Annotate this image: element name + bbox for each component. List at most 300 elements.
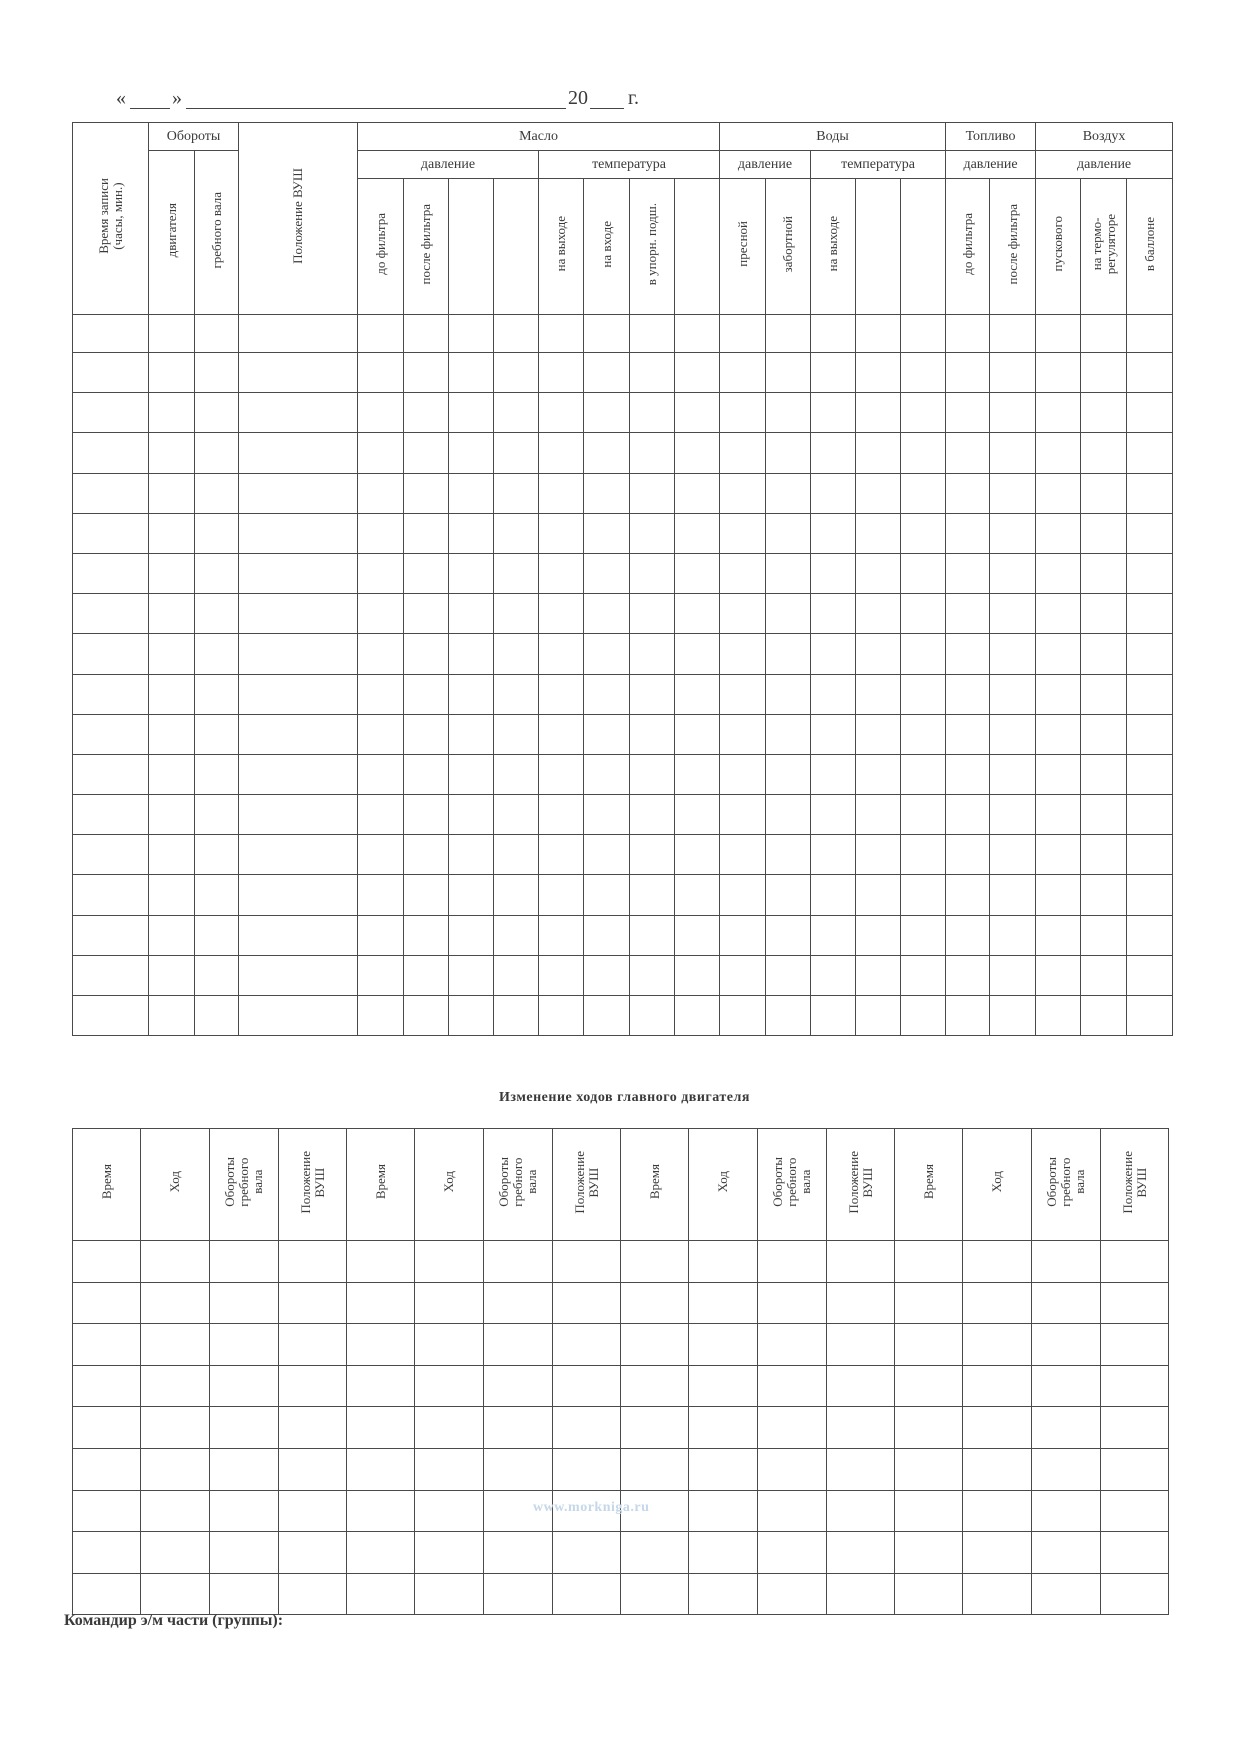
changes-cell[interactable] <box>827 1573 895 1615</box>
log-cell[interactable] <box>584 553 630 593</box>
log-cell[interactable] <box>720 915 766 955</box>
log-cell[interactable] <box>195 875 239 915</box>
log-cell[interactable] <box>239 393 358 433</box>
log-cell[interactable] <box>449 433 494 473</box>
log-cell[interactable] <box>720 315 766 353</box>
log-cell[interactable] <box>675 875 720 915</box>
changes-cell[interactable] <box>279 1532 347 1574</box>
log-cell[interactable] <box>1127 955 1173 995</box>
log-cell[interactable] <box>901 835 946 875</box>
log-cell[interactable] <box>404 433 449 473</box>
changes-cell[interactable] <box>141 1573 210 1615</box>
log-cell[interactable] <box>584 594 630 634</box>
log-cell[interactable] <box>584 754 630 794</box>
changes-cell[interactable] <box>347 1407 415 1449</box>
log-cell[interactable] <box>856 315 901 353</box>
log-cell[interactable] <box>404 714 449 754</box>
log-cell[interactable] <box>239 875 358 915</box>
log-cell[interactable] <box>358 634 404 674</box>
changes-cell[interactable] <box>758 1365 827 1407</box>
log-cell[interactable] <box>239 754 358 794</box>
log-cell[interactable] <box>239 714 358 754</box>
changes-cell[interactable] <box>484 1324 553 1366</box>
log-cell[interactable] <box>811 795 856 835</box>
log-cell[interactable] <box>901 955 946 995</box>
log-cell[interactable] <box>811 315 856 353</box>
log-cell[interactable] <box>73 875 149 915</box>
log-cell[interactable] <box>811 955 856 995</box>
log-cell[interactable] <box>766 393 811 433</box>
log-cell[interactable] <box>239 594 358 634</box>
changes-cell[interactable] <box>1032 1573 1101 1615</box>
changes-cell[interactable] <box>1101 1282 1169 1324</box>
log-cell[interactable] <box>195 433 239 473</box>
log-cell[interactable] <box>494 875 539 915</box>
changes-cell[interactable] <box>895 1490 963 1532</box>
log-cell[interactable] <box>630 674 675 714</box>
changes-cell[interactable] <box>553 1407 621 1449</box>
log-cell[interactable] <box>239 915 358 955</box>
changes-cell[interactable] <box>347 1324 415 1366</box>
changes-cell[interactable] <box>689 1241 758 1283</box>
log-cell[interactable] <box>404 996 449 1036</box>
changes-cell[interactable] <box>73 1241 141 1283</box>
log-cell[interactable] <box>1081 353 1127 393</box>
changes-cell[interactable] <box>415 1490 484 1532</box>
log-cell[interactable] <box>149 955 195 995</box>
log-cell[interactable] <box>990 875 1036 915</box>
day-blank[interactable] <box>130 108 170 109</box>
log-cell[interactable] <box>73 473 149 513</box>
log-cell[interactable] <box>73 795 149 835</box>
log-cell[interactable] <box>720 513 766 553</box>
changes-cell[interactable] <box>141 1282 210 1324</box>
log-cell[interactable] <box>449 795 494 835</box>
log-cell[interactable] <box>720 875 766 915</box>
log-cell[interactable] <box>449 915 494 955</box>
log-cell[interactable] <box>449 634 494 674</box>
log-cell[interactable] <box>675 754 720 794</box>
log-cell[interactable] <box>720 955 766 995</box>
changes-cell[interactable] <box>758 1324 827 1366</box>
log-cell[interactable] <box>990 353 1036 393</box>
changes-cell[interactable] <box>73 1282 141 1324</box>
log-cell[interactable] <box>494 714 539 754</box>
log-cell[interactable] <box>449 875 494 915</box>
log-cell[interactable] <box>73 433 149 473</box>
log-cell[interactable] <box>1036 433 1081 473</box>
log-cell[interactable] <box>675 353 720 393</box>
log-cell[interactable] <box>449 553 494 593</box>
changes-cell[interactable] <box>141 1365 210 1407</box>
changes-cell[interactable] <box>415 1365 484 1407</box>
changes-cell[interactable] <box>1101 1573 1169 1615</box>
log-cell[interactable] <box>630 473 675 513</box>
changes-cell[interactable] <box>1032 1532 1101 1574</box>
changes-cell[interactable] <box>963 1448 1032 1490</box>
log-cell[interactable] <box>358 955 404 995</box>
log-cell[interactable] <box>73 996 149 1036</box>
month-blank[interactable] <box>186 108 566 109</box>
log-cell[interactable] <box>901 433 946 473</box>
changes-cell[interactable] <box>689 1490 758 1532</box>
log-cell[interactable] <box>901 594 946 634</box>
changes-cell[interactable] <box>347 1365 415 1407</box>
log-cell[interactable] <box>1081 513 1127 553</box>
log-cell[interactable] <box>195 553 239 593</box>
log-cell[interactable] <box>494 634 539 674</box>
log-cell[interactable] <box>720 674 766 714</box>
changes-cell[interactable] <box>621 1407 689 1449</box>
changes-cell[interactable] <box>553 1241 621 1283</box>
log-cell[interactable] <box>856 553 901 593</box>
log-cell[interactable] <box>73 513 149 553</box>
log-cell[interactable] <box>946 915 990 955</box>
changes-cell[interactable] <box>963 1407 1032 1449</box>
log-cell[interactable] <box>239 315 358 353</box>
log-cell[interactable] <box>449 674 494 714</box>
log-cell[interactable] <box>358 353 404 393</box>
log-cell[interactable] <box>539 513 584 553</box>
changes-cell[interactable] <box>1032 1365 1101 1407</box>
log-cell[interactable] <box>1036 955 1081 995</box>
changes-cell[interactable] <box>1101 1365 1169 1407</box>
log-cell[interactable] <box>494 315 539 353</box>
changes-cell[interactable] <box>895 1324 963 1366</box>
changes-cell[interactable] <box>895 1573 963 1615</box>
log-cell[interactable] <box>675 955 720 995</box>
changes-cell[interactable] <box>210 1532 279 1574</box>
log-cell[interactable] <box>195 513 239 553</box>
log-cell[interactable] <box>195 674 239 714</box>
changes-cell[interactable] <box>553 1532 621 1574</box>
changes-cell[interactable] <box>210 1241 279 1283</box>
changes-cell[interactable] <box>279 1448 347 1490</box>
log-cell[interactable] <box>990 315 1036 353</box>
log-cell[interactable] <box>675 594 720 634</box>
log-cell[interactable] <box>358 835 404 875</box>
log-cell[interactable] <box>630 996 675 1036</box>
changes-cell[interactable] <box>141 1324 210 1366</box>
log-cell[interactable] <box>584 674 630 714</box>
log-cell[interactable] <box>149 433 195 473</box>
log-cell[interactable] <box>149 553 195 593</box>
log-cell[interactable] <box>404 915 449 955</box>
log-cell[interactable] <box>990 835 1036 875</box>
log-cell[interactable] <box>149 915 195 955</box>
log-cell[interactable] <box>856 955 901 995</box>
changes-cell[interactable] <box>347 1241 415 1283</box>
log-cell[interactable] <box>1036 915 1081 955</box>
log-cell[interactable] <box>811 393 856 433</box>
log-cell[interactable] <box>1081 553 1127 593</box>
log-cell[interactable] <box>239 996 358 1036</box>
log-cell[interactable] <box>1127 594 1173 634</box>
log-cell[interactable] <box>1036 634 1081 674</box>
log-cell[interactable] <box>811 513 856 553</box>
log-cell[interactable] <box>358 795 404 835</box>
log-cell[interactable] <box>358 473 404 513</box>
log-cell[interactable] <box>811 754 856 794</box>
changes-cell[interactable] <box>827 1241 895 1283</box>
log-cell[interactable] <box>584 955 630 995</box>
log-cell[interactable] <box>449 353 494 393</box>
changes-cell[interactable] <box>1101 1448 1169 1490</box>
changes-cell[interactable] <box>484 1532 553 1574</box>
log-cell[interactable] <box>901 714 946 754</box>
changes-cell[interactable] <box>279 1573 347 1615</box>
log-cell[interactable] <box>73 915 149 955</box>
changes-cell[interactable] <box>758 1241 827 1283</box>
changes-cell[interactable] <box>1101 1407 1169 1449</box>
log-cell[interactable] <box>1036 393 1081 433</box>
log-cell[interactable] <box>73 353 149 393</box>
log-cell[interactable] <box>720 473 766 513</box>
log-cell[interactable] <box>630 315 675 353</box>
changes-cell[interactable] <box>621 1324 689 1366</box>
log-cell[interactable] <box>239 674 358 714</box>
log-cell[interactable] <box>494 795 539 835</box>
changes-cell[interactable] <box>279 1365 347 1407</box>
log-cell[interactable] <box>1127 674 1173 714</box>
log-cell[interactable] <box>946 553 990 593</box>
changes-cell[interactable] <box>1101 1241 1169 1283</box>
changes-cell[interactable] <box>73 1532 141 1574</box>
log-cell[interactable] <box>539 393 584 433</box>
log-cell[interactable] <box>539 714 584 754</box>
changes-cell[interactable] <box>963 1532 1032 1574</box>
changes-cell[interactable] <box>73 1365 141 1407</box>
log-cell[interactable] <box>449 594 494 634</box>
log-cell[interactable] <box>675 674 720 714</box>
log-cell[interactable] <box>195 393 239 433</box>
log-cell[interactable] <box>1036 473 1081 513</box>
log-cell[interactable] <box>584 433 630 473</box>
log-cell[interactable] <box>358 393 404 433</box>
log-cell[interactable] <box>358 714 404 754</box>
changes-cell[interactable] <box>621 1282 689 1324</box>
log-cell[interactable] <box>946 835 990 875</box>
changes-cell[interactable] <box>141 1407 210 1449</box>
log-cell[interactable] <box>539 835 584 875</box>
log-cell[interactable] <box>1081 674 1127 714</box>
log-cell[interactable] <box>73 754 149 794</box>
log-cell[interactable] <box>358 433 404 473</box>
log-cell[interactable] <box>946 996 990 1036</box>
changes-cell[interactable] <box>827 1365 895 1407</box>
log-cell[interactable] <box>494 393 539 433</box>
log-cell[interactable] <box>811 594 856 634</box>
log-cell[interactable] <box>195 915 239 955</box>
log-cell[interactable] <box>766 513 811 553</box>
log-cell[interactable] <box>449 955 494 995</box>
log-cell[interactable] <box>901 915 946 955</box>
changes-cell[interactable] <box>347 1490 415 1532</box>
log-cell[interactable] <box>675 795 720 835</box>
log-cell[interactable] <box>449 473 494 513</box>
log-cell[interactable] <box>584 634 630 674</box>
log-cell[interactable] <box>1127 473 1173 513</box>
changes-cell[interactable] <box>689 1324 758 1366</box>
log-cell[interactable] <box>149 594 195 634</box>
log-cell[interactable] <box>901 553 946 593</box>
changes-cell[interactable] <box>827 1282 895 1324</box>
log-cell[interactable] <box>404 315 449 353</box>
changes-cell[interactable] <box>553 1282 621 1324</box>
changes-cell[interactable] <box>73 1490 141 1532</box>
log-cell[interactable] <box>1127 553 1173 593</box>
log-cell[interactable] <box>990 714 1036 754</box>
log-cell[interactable] <box>675 513 720 553</box>
changes-cell[interactable] <box>827 1532 895 1574</box>
log-cell[interactable] <box>494 553 539 593</box>
log-cell[interactable] <box>539 553 584 593</box>
log-cell[interactable] <box>1127 835 1173 875</box>
log-cell[interactable] <box>149 875 195 915</box>
log-cell[interactable] <box>195 594 239 634</box>
changes-cell[interactable] <box>758 1573 827 1615</box>
log-cell[interactable] <box>449 513 494 553</box>
log-cell[interactable] <box>856 473 901 513</box>
changes-cell[interactable] <box>73 1324 141 1366</box>
changes-cell[interactable] <box>484 1448 553 1490</box>
log-cell[interactable] <box>856 875 901 915</box>
log-cell[interactable] <box>1036 714 1081 754</box>
log-cell[interactable] <box>811 433 856 473</box>
changes-cell[interactable] <box>415 1532 484 1574</box>
changes-cell[interactable] <box>895 1282 963 1324</box>
log-cell[interactable] <box>1081 996 1127 1036</box>
changes-cell[interactable] <box>895 1241 963 1283</box>
log-cell[interactable] <box>539 955 584 995</box>
log-cell[interactable] <box>720 433 766 473</box>
log-cell[interactable] <box>720 795 766 835</box>
log-cell[interactable] <box>1127 875 1173 915</box>
log-cell[interactable] <box>946 315 990 353</box>
log-cell[interactable] <box>901 795 946 835</box>
log-cell[interactable] <box>73 955 149 995</box>
log-cell[interactable] <box>901 473 946 513</box>
log-cell[interactable] <box>630 714 675 754</box>
log-cell[interactable] <box>811 875 856 915</box>
log-cell[interactable] <box>630 795 675 835</box>
changes-cell[interactable] <box>347 1532 415 1574</box>
changes-cell[interactable] <box>210 1448 279 1490</box>
log-cell[interactable] <box>1036 996 1081 1036</box>
log-cell[interactable] <box>630 513 675 553</box>
changes-cell[interactable] <box>1032 1324 1101 1366</box>
changes-cell[interactable] <box>963 1282 1032 1324</box>
log-cell[interactable] <box>1127 795 1173 835</box>
log-cell[interactable] <box>494 955 539 995</box>
changes-cell[interactable] <box>963 1324 1032 1366</box>
log-cell[interactable] <box>990 634 1036 674</box>
log-cell[interactable] <box>149 835 195 875</box>
log-cell[interactable] <box>766 473 811 513</box>
log-cell[interactable] <box>856 353 901 393</box>
log-cell[interactable] <box>630 553 675 593</box>
changes-cell[interactable] <box>963 1365 1032 1407</box>
log-cell[interactable] <box>539 996 584 1036</box>
changes-cell[interactable] <box>553 1448 621 1490</box>
log-cell[interactable] <box>404 353 449 393</box>
log-cell[interactable] <box>1081 473 1127 513</box>
log-cell[interactable] <box>239 553 358 593</box>
log-cell[interactable] <box>195 473 239 513</box>
log-cell[interactable] <box>766 433 811 473</box>
changes-cell[interactable] <box>553 1324 621 1366</box>
log-cell[interactable] <box>630 353 675 393</box>
log-cell[interactable] <box>149 315 195 353</box>
log-cell[interactable] <box>358 315 404 353</box>
log-cell[interactable] <box>1127 315 1173 353</box>
log-cell[interactable] <box>539 915 584 955</box>
log-cell[interactable] <box>720 594 766 634</box>
changes-cell[interactable] <box>484 1573 553 1615</box>
log-cell[interactable] <box>990 513 1036 553</box>
log-cell[interactable] <box>404 754 449 794</box>
log-cell[interactable] <box>1081 955 1127 995</box>
log-cell[interactable] <box>358 674 404 714</box>
log-cell[interactable] <box>630 634 675 674</box>
log-cell[interactable] <box>811 835 856 875</box>
changes-cell[interactable] <box>210 1490 279 1532</box>
changes-cell[interactable] <box>689 1407 758 1449</box>
log-cell[interactable] <box>584 315 630 353</box>
log-cell[interactable] <box>946 795 990 835</box>
log-cell[interactable] <box>195 996 239 1036</box>
changes-cell[interactable] <box>553 1573 621 1615</box>
log-cell[interactable] <box>766 553 811 593</box>
log-cell[interactable] <box>404 795 449 835</box>
log-cell[interactable] <box>766 714 811 754</box>
log-cell[interactable] <box>73 553 149 593</box>
log-cell[interactable] <box>73 315 149 353</box>
log-cell[interactable] <box>1036 795 1081 835</box>
log-cell[interactable] <box>149 754 195 794</box>
log-cell[interactable] <box>856 714 901 754</box>
log-cell[interactable] <box>990 754 1036 794</box>
log-cell[interactable] <box>1081 875 1127 915</box>
changes-cell[interactable] <box>963 1241 1032 1283</box>
log-cell[interactable] <box>990 594 1036 634</box>
log-cell[interactable] <box>720 996 766 1036</box>
changes-cell[interactable] <box>758 1407 827 1449</box>
log-cell[interactable] <box>539 754 584 794</box>
log-cell[interactable] <box>1081 835 1127 875</box>
changes-cell[interactable] <box>484 1407 553 1449</box>
log-cell[interactable] <box>358 553 404 593</box>
log-cell[interactable] <box>1036 754 1081 794</box>
log-cell[interactable] <box>990 795 1036 835</box>
log-cell[interactable] <box>584 473 630 513</box>
log-cell[interactable] <box>73 835 149 875</box>
changes-cell[interactable] <box>279 1241 347 1283</box>
year-blank[interactable] <box>590 108 624 109</box>
changes-cell[interactable] <box>827 1490 895 1532</box>
log-cell[interactable] <box>901 513 946 553</box>
changes-cell[interactable] <box>689 1573 758 1615</box>
log-cell[interactable] <box>1036 553 1081 593</box>
changes-cell[interactable] <box>895 1365 963 1407</box>
log-cell[interactable] <box>358 754 404 794</box>
log-cell[interactable] <box>358 875 404 915</box>
log-cell[interactable] <box>449 315 494 353</box>
log-cell[interactable] <box>358 513 404 553</box>
log-cell[interactable] <box>149 513 195 553</box>
changes-cell[interactable] <box>895 1448 963 1490</box>
log-cell[interactable] <box>1081 634 1127 674</box>
